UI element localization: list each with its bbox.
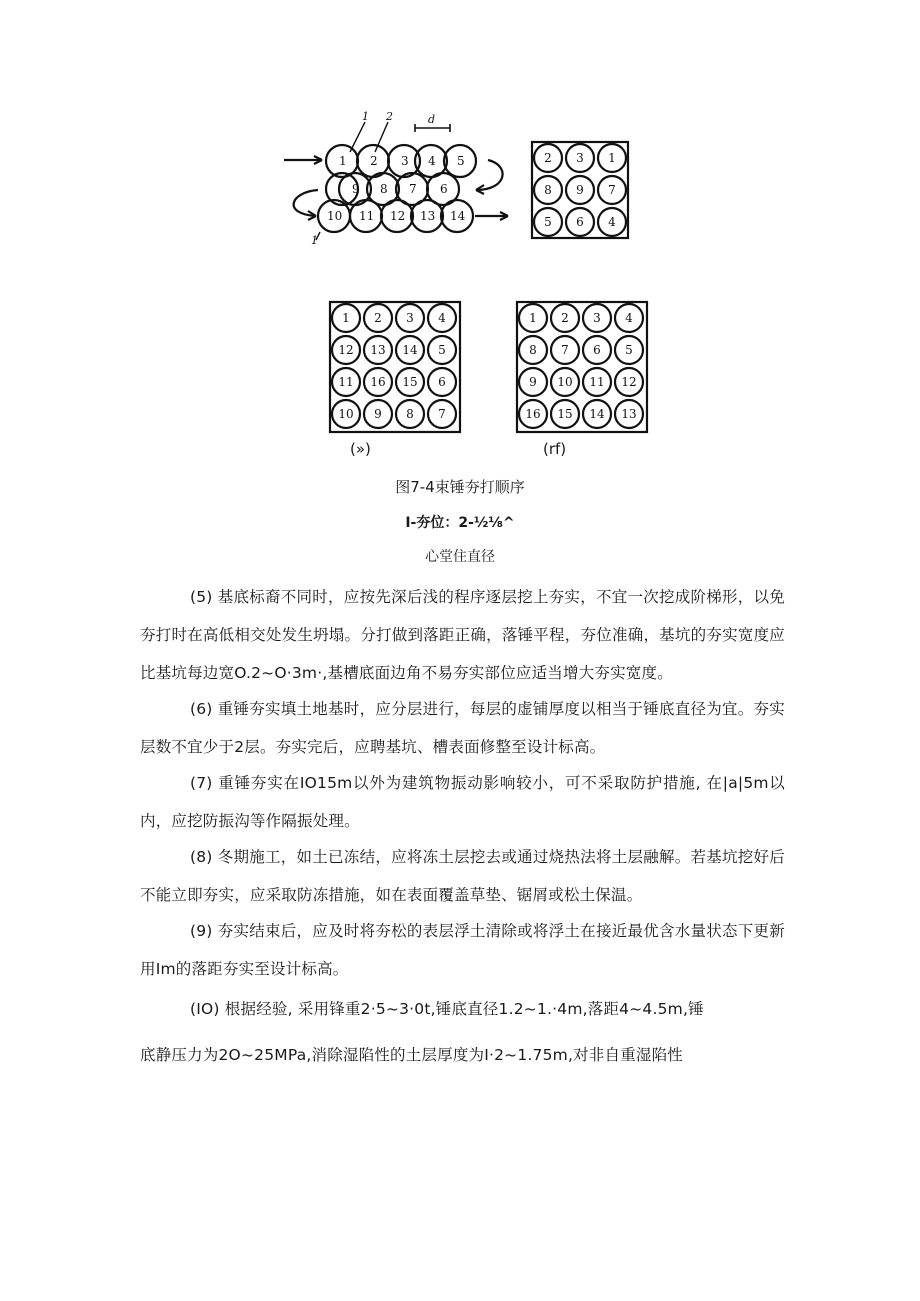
grid-cell: 7 (438, 407, 446, 421)
grid-cell: 11 (589, 375, 605, 389)
annotation-d: d (428, 113, 436, 126)
strip-cell: 10 (327, 209, 343, 223)
paragraph-8: (8) 冬期施工，如土已冻结，应将冻土层挖去或通过烧热法将土层融解。若基坑挖好后不能立即夯实，应采取防冻措施，如在表面覆盖草垫、锯屑或松土保温。 (140, 848, 785, 904)
figure-caption: 图7-4束锤夯打顺序 (395, 478, 525, 496)
paragraph-10-line-2: 底静压力为2O~25MPa,消除湿陷性的土层厚度为I·2~1.75m,对非自重湿陷性 (140, 1046, 684, 1064)
grid-cell: 9 (576, 183, 584, 197)
grid-cell: 5 (625, 343, 633, 357)
grid-cell: 5 (544, 215, 552, 229)
paragraph-9: (9) 夯实结束后，应及时将夯松的表层浮土清除或将浮土在接近最优含水量状态下更新用Im的落距夯实至设计标高。 (140, 922, 785, 978)
grid-cell: 11 (338, 375, 354, 389)
strip-cell: 2 (370, 154, 378, 168)
grid-cell: 6 (576, 215, 584, 229)
figure-grid-3x3 (530, 140, 630, 240)
grid-cell: 14 (402, 343, 418, 357)
grid-cell: 8 (544, 183, 552, 197)
figure-strip-sequence (270, 110, 520, 250)
grid-cell: 12 (621, 375, 637, 389)
annotation-1b: 1 (311, 234, 318, 247)
figure-legend-line-2: 心堂住直径 (425, 549, 495, 565)
grid-cell: 5 (438, 343, 446, 357)
grid-cell: 13 (621, 407, 637, 421)
grid-cell: 3 (576, 151, 584, 165)
grid-cell: 15 (557, 407, 573, 421)
grid-cell: 4 (438, 311, 446, 325)
grid-cell: 3 (593, 311, 601, 325)
strip-cell: 5 (457, 154, 465, 168)
grid-cell: 2 (544, 151, 552, 165)
grid-cell: 9 (529, 375, 537, 389)
paragraph-7: (7) 重锤夯实在IO15m以外为建筑物振动影响较小，可不采取防护措施, 在|a|5m以内，应挖防振沟等作隔振处理。 (140, 774, 785, 830)
strip-cell: 8 (380, 182, 388, 196)
grid-cell: 16 (370, 375, 386, 389)
grid-cell: 1 (342, 311, 350, 325)
strip-cell: 1 (339, 154, 347, 168)
grid-cell: 4 (608, 215, 616, 229)
subfigure-label-a: (») (350, 440, 371, 458)
grid-cell: 10 (338, 407, 354, 421)
grid-cell: 2 (374, 311, 382, 325)
grid-cell: 3 (406, 311, 414, 325)
grid-cell: 7 (561, 343, 569, 357)
figure-legend-line-1: I-夯位：2-½⅛^ (405, 515, 515, 531)
grid-cell: 8 (529, 343, 537, 357)
grid-cell: 1 (529, 311, 537, 325)
strip-cell: 6 (440, 182, 448, 196)
strip-cell: 13 (420, 209, 436, 223)
strip-cell: 3 (401, 154, 409, 168)
grid-cell: 6 (593, 343, 601, 357)
grid-cell: 15 (402, 375, 418, 389)
figure-grid-4x4-spiral (328, 300, 462, 434)
grid-cell: 8 (406, 407, 414, 421)
grid-cell: 16 (525, 407, 541, 421)
paragraph-6: (6) 重锤夯实填土地基时，应分层进行，每层的虚铺厚度以相当于锤底直径为宜。夯实层数不宜少于2层。夯实完后，应聘基坑、槽表面修整至设计标高。 (140, 700, 785, 756)
strip-cell: 7 (409, 182, 417, 196)
strip-cell: 12 (390, 209, 406, 223)
annotation-2: 2 (386, 110, 393, 123)
paragraph-5: (5) 基底标裔不同时，应按先深后浅的程序逐层挖上夯实，不宜一次挖成阶梯形，以免夯打时在高低相交处发生坍塌。分打做到落距正确，落锤平程，夯位准确，基坑的夯实宽度应比基坑每边宽O.2~O·3m·,基槽底面边角不易夯实部位应适当增大夯实宽度。 (140, 588, 785, 682)
grid-cell: 1 (608, 151, 616, 165)
strip-cell: 9 (352, 182, 360, 196)
grid-cell: 6 (438, 375, 446, 389)
grid-cell: 4 (625, 311, 633, 325)
grid-cell: 14 (589, 407, 605, 421)
paragraph-10-line-1: (IO) 根据经验, 采用锋重2·5~3·0t,锤底直径1.2~1.·4m,落距4~4.5m,锤 (190, 1000, 704, 1018)
grid-cell: 9 (374, 407, 382, 421)
figure-grid-4x4-zigzag (515, 300, 649, 434)
grid-cell: 12 (338, 343, 354, 357)
strip-cell: 4 (428, 154, 436, 168)
grid-cell: 7 (608, 183, 616, 197)
grid-cell: 2 (561, 311, 569, 325)
subfigure-label-b: (rf) (543, 440, 567, 458)
strip-cell: 14 (450, 209, 466, 223)
grid-cell: 13 (370, 343, 386, 357)
annotation-1: 1 (362, 110, 369, 123)
strip-cell: 11 (359, 209, 375, 223)
grid-cell: 10 (557, 375, 573, 389)
